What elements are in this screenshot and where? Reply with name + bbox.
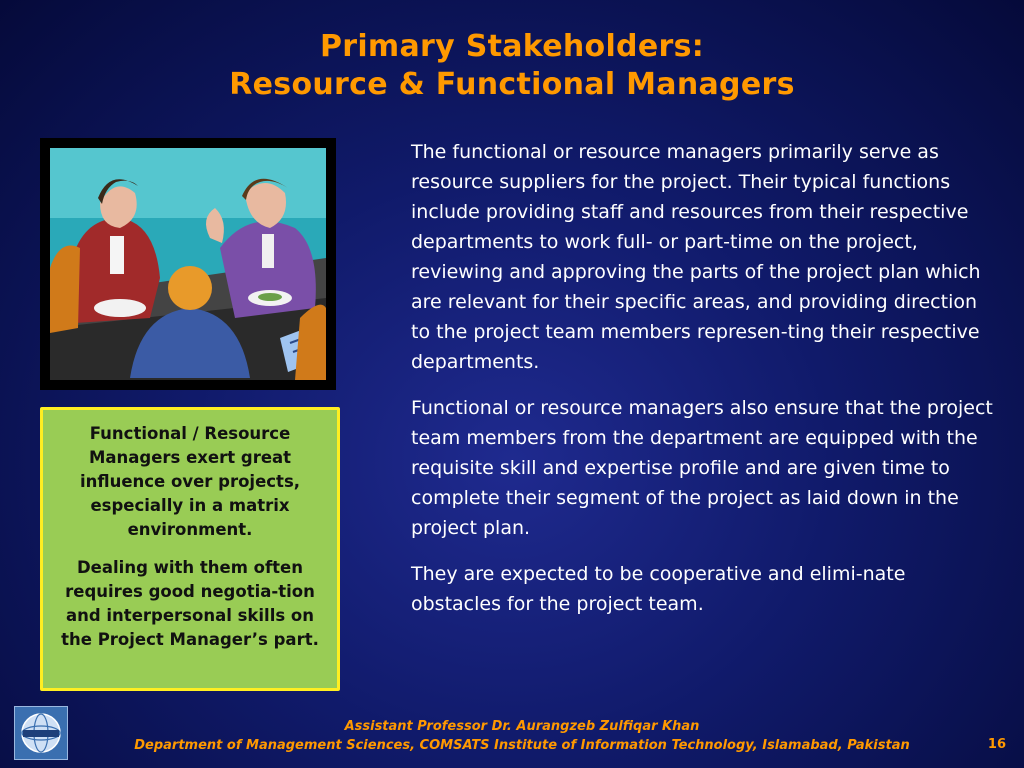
body-paragraph-1: The functional or resource managers primarily serve as resource suppliers for the project. Their typical functions include providing staff and resources from their respective departments to work full- or part-time on the project, reviewing and approving the parts of the project plan which are relevant for their specific areas, and providing direction to the project team members represen-ting their respective departments. [411, 141, 981, 373]
key-point-2: Dealing with them often requires good negotia-tion and interpersonal skills on the Project Manager’s part. [61, 558, 319, 649]
meeting-illustration-icon [50, 148, 326, 380]
key-point-box [40, 407, 340, 691]
body-text [411, 137, 996, 635]
business-meeting-clipart [40, 138, 336, 390]
slide-footer [60, 717, 984, 755]
body-paragraph-2: Functional or resource managers also ensure that the project team members from the department are equipped with the requisite skill and expertise profile and are given time to complete their segment of the project as laid down in the project plan. [411, 397, 993, 539]
body-paragraph-3: They are expected to be cooperative and elimi-nate obstacles for the project team. [411, 563, 906, 615]
key-point-1: Functional / Resource Managers exert great influence over projects, especially in a matrix environment. [79, 424, 301, 539]
title-line-1: Primary Stakeholders: [319, 29, 705, 64]
slide-title [0, 28, 1024, 104]
footer-department: Department of Management Sciences, COMSATS Institute of Information Technology, Islamabad, Pakistan [134, 738, 910, 753]
title-line-2: Resource & Functional Managers [229, 67, 795, 102]
footer-author: Assistant Professor Dr. Aurangzeb Zulfiqar Khan [344, 719, 700, 734]
page-number: 16 [987, 737, 1006, 752]
